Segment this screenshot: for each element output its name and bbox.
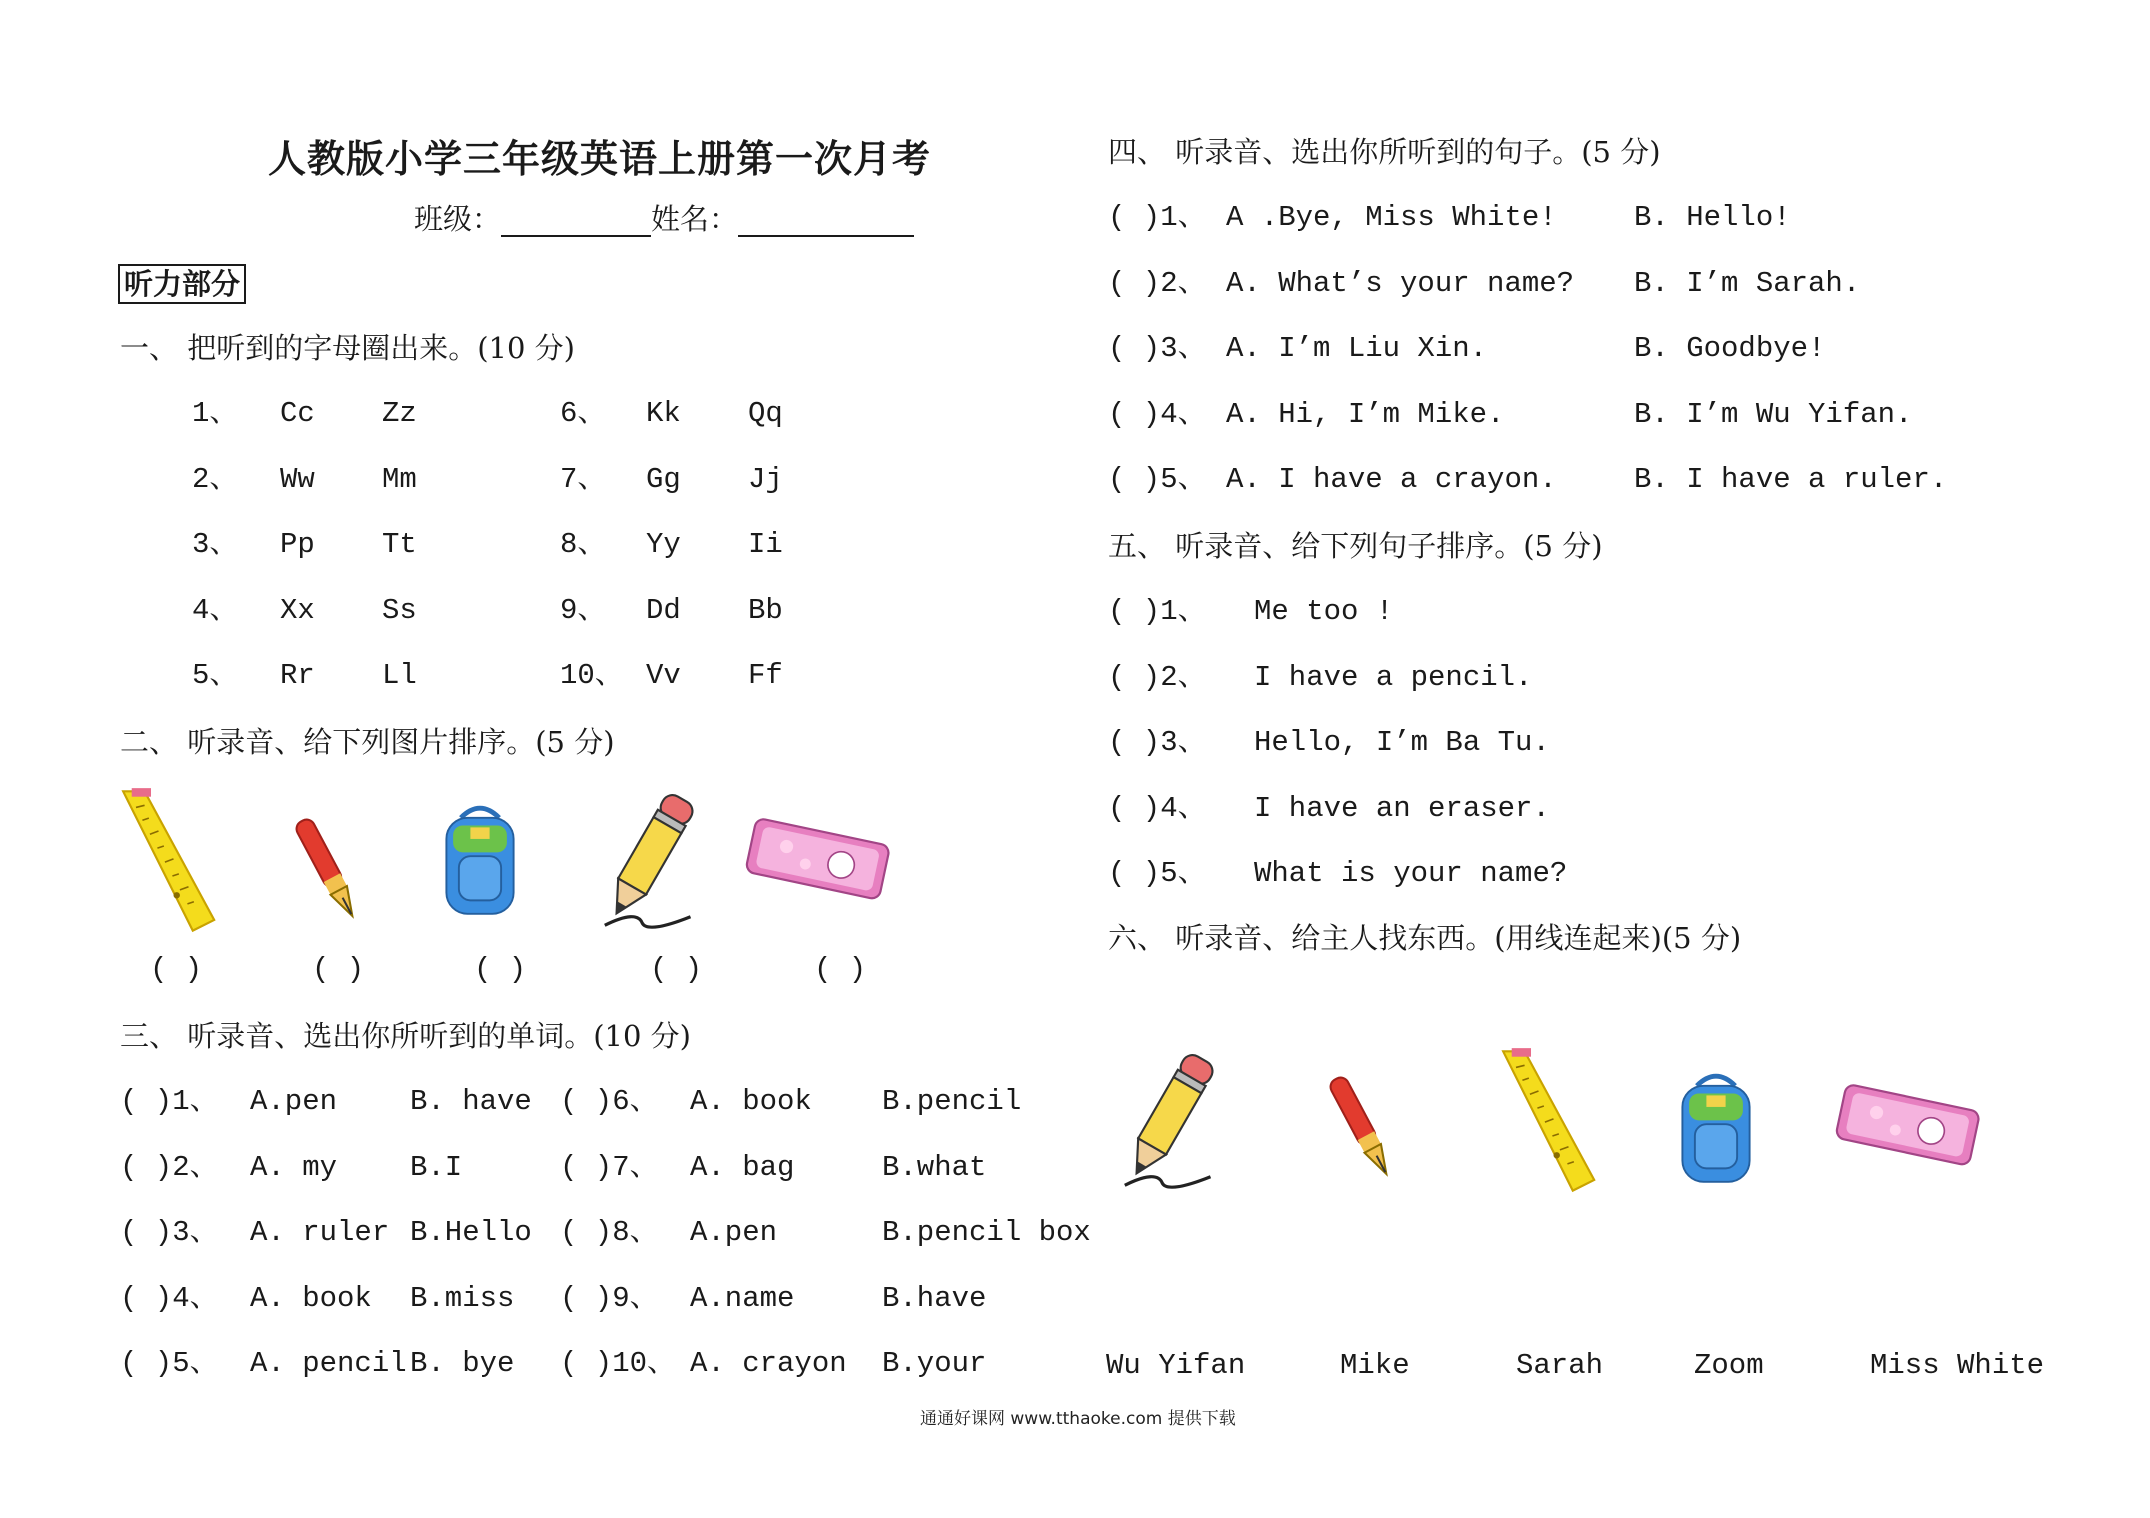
sentence-option-b[interactable]: B. I’m Sarah. xyxy=(1634,267,1861,300)
letter-option[interactable]: Ss xyxy=(382,594,417,627)
section4-heading: 四、 听录音、选出你所听到的句子。(5 分) xyxy=(1108,135,1661,169)
word-option-b[interactable]: B.pencil xyxy=(882,1085,1022,1118)
word-option-b[interactable]: B.I xyxy=(410,1151,463,1184)
word-item-number[interactable]: ( )6、 xyxy=(560,1085,659,1118)
letter-option[interactable]: Ii xyxy=(748,528,783,561)
letter-option[interactable]: Cc xyxy=(280,397,315,430)
owner-name: Mike xyxy=(1340,1349,1410,1382)
order-item-number[interactable]: ( )2、 xyxy=(1108,661,1207,694)
section1-heading: 一、 把听到的字母圈出来。(10 分) xyxy=(120,331,575,365)
sentence-option-a[interactable]: A. Hi, I’m Mike. xyxy=(1226,398,1505,431)
section5-heading: 五、 听录音、给下列句子排序。(5 分) xyxy=(1108,529,1603,563)
letter-item-number: 5、 xyxy=(192,659,239,692)
word-option-a[interactable]: A. crayon xyxy=(690,1347,847,1380)
letter-item-number: 7、 xyxy=(560,463,607,496)
letter-item-number: 2、 xyxy=(192,463,239,496)
sentence-item-number[interactable]: ( )4、 xyxy=(1108,398,1207,431)
word-option-a[interactable]: A.pen xyxy=(690,1216,778,1249)
order-sentence: What is your name? xyxy=(1254,857,1568,890)
ruler-icon xyxy=(1490,1046,1602,1196)
letter-item-number: 9、 xyxy=(560,594,607,627)
letter-option[interactable]: Zz xyxy=(382,397,417,430)
class-input-line[interactable] xyxy=(501,205,651,237)
letter-option[interactable]: Xx xyxy=(280,594,315,627)
owner-name: Miss White xyxy=(1870,1349,2045,1382)
word-option-a[interactable]: A. my xyxy=(250,1151,338,1184)
class-field xyxy=(414,201,914,237)
letter-item-number: 3、 xyxy=(192,528,239,561)
picture-order-bracket-1[interactable]: ( ) xyxy=(150,953,203,986)
letter-option[interactable]: Ff xyxy=(748,659,783,692)
sentence-option-b[interactable]: B. Hello! xyxy=(1634,201,1791,234)
letter-option[interactable]: Bb xyxy=(748,594,783,627)
word-item-number[interactable]: ( )8、 xyxy=(560,1216,659,1249)
word-option-b[interactable]: B.miss xyxy=(410,1282,515,1315)
sentence-option-b[interactable]: B. I have a ruler. xyxy=(1634,463,1948,496)
letter-option[interactable]: Jj xyxy=(748,463,783,496)
sentence-option-a[interactable]: A. What’s your name? xyxy=(1226,267,1575,300)
letter-option[interactable]: Tt xyxy=(382,528,417,561)
sentence-item-number[interactable]: ( )2、 xyxy=(1108,267,1207,300)
letter-option[interactable]: Ll xyxy=(382,659,417,692)
word-item-number[interactable]: ( )1、 xyxy=(120,1085,219,1118)
sentence-item-number[interactable]: ( )1、 xyxy=(1108,201,1207,234)
schoolbag-icon xyxy=(1668,1064,1764,1194)
letter-option[interactable]: Yy xyxy=(646,528,681,561)
letter-item-number: 4、 xyxy=(192,594,239,627)
letter-item-number: 8、 xyxy=(560,528,607,561)
word-option-b[interactable]: B. bye xyxy=(410,1347,515,1380)
word-item-number[interactable]: ( )3、 xyxy=(120,1216,219,1249)
word-option-b[interactable]: B.what xyxy=(882,1151,987,1184)
word-option-b[interactable]: B.pencil box xyxy=(882,1216,1091,1249)
name-label: 姓名： xyxy=(651,202,739,236)
picture-order-bracket-3[interactable]: ( ) xyxy=(474,953,527,986)
word-option-a[interactable]: A. book xyxy=(250,1282,372,1315)
order-item-number[interactable]: ( )4、 xyxy=(1108,792,1207,825)
word-item-number[interactable]: ( )7、 xyxy=(560,1151,659,1184)
sentence-option-a[interactable]: A .Bye, Miss White! xyxy=(1226,201,1557,234)
letter-option[interactable]: Pp xyxy=(280,528,315,561)
letter-option[interactable]: Gg xyxy=(646,463,681,496)
word-option-b[interactable]: B. have xyxy=(410,1085,532,1118)
listening-section-label: 听力部分 xyxy=(118,264,246,304)
order-item-number[interactable]: ( )5、 xyxy=(1108,857,1207,890)
word-item-number[interactable]: ( )9、 xyxy=(560,1282,659,1315)
pen-icon xyxy=(1322,1064,1402,1188)
owner-name: Zoom xyxy=(1694,1349,1764,1382)
order-item-number[interactable]: ( )1、 xyxy=(1108,595,1207,628)
order-sentence: I have a pencil. xyxy=(1254,661,1533,694)
word-option-a[interactable]: A. ruler xyxy=(250,1216,390,1249)
word-item-number[interactable]: ( )5、 xyxy=(120,1347,219,1380)
word-option-a[interactable]: A.pen xyxy=(250,1085,338,1118)
pencil-box-icon xyxy=(740,806,894,918)
picture-order-bracket-4[interactable]: ( ) xyxy=(650,953,703,986)
letter-option[interactable]: Kk xyxy=(646,397,681,430)
word-item-number[interactable]: ( )4、 xyxy=(120,1282,219,1315)
word-option-b[interactable]: B.Hello xyxy=(410,1216,532,1249)
order-item-number[interactable]: ( )3、 xyxy=(1108,726,1207,759)
sentence-item-number[interactable]: ( )3、 xyxy=(1108,332,1207,365)
schoolbag-icon xyxy=(432,796,528,926)
section3-heading: 三、 听录音、选出你所听到的单词。(10 分) xyxy=(120,1019,691,1053)
word-option-b[interactable]: B.your xyxy=(882,1347,987,1380)
pencil-icon xyxy=(1114,1046,1232,1196)
letter-option[interactable]: Dd xyxy=(646,594,681,627)
class-label: 班级： xyxy=(414,202,502,236)
letter-option[interactable]: Qq xyxy=(748,397,783,430)
pen-icon xyxy=(288,806,368,930)
letter-option[interactable]: Mm xyxy=(382,463,417,496)
sentence-option-b[interactable]: B. Goodbye! xyxy=(1634,332,1826,365)
sentence-option-b[interactable]: B. I’m Wu Yifan. xyxy=(1634,398,1913,431)
pencil-icon xyxy=(594,786,712,936)
letter-option[interactable]: Rr xyxy=(280,659,315,692)
letter-option[interactable]: Vv xyxy=(646,659,681,692)
sentence-option-a[interactable]: A. I have a crayon. xyxy=(1226,463,1557,496)
footer-credit: 通通好课网 www.tthaoke.com 提供下载 xyxy=(920,1409,1236,1429)
owner-name: Wu Yifan xyxy=(1106,1349,1246,1382)
word-option-a[interactable]: A. book xyxy=(690,1085,812,1118)
picture-order-bracket-5[interactable]: ( ) xyxy=(814,953,867,986)
word-option-a[interactable]: A. bag xyxy=(690,1151,795,1184)
word-option-a[interactable]: A.name xyxy=(690,1282,795,1315)
pencil-box-icon xyxy=(1830,1072,1984,1184)
sentence-option-a[interactable]: A. I’m Liu Xin. xyxy=(1226,332,1488,365)
word-option-b[interactable]: B.have xyxy=(882,1282,987,1315)
order-sentence: Hello, I’m Ba Tu. xyxy=(1254,726,1550,759)
sentence-item-number[interactable]: ( )5、 xyxy=(1108,463,1207,496)
name-input-line[interactable] xyxy=(738,205,914,237)
section2-heading: 二、 听录音、给下列图片排序。(5 分) xyxy=(120,725,615,759)
word-item-number[interactable]: ( )2、 xyxy=(120,1151,219,1184)
letter-item-number: 10、 xyxy=(560,659,624,692)
section6-heading: 六、 听录音、给主人找东西。(用线连起来)(5 分) xyxy=(1108,921,1742,955)
order-sentence: Me too ! xyxy=(1254,595,1394,628)
order-sentence: I have an eraser. xyxy=(1254,792,1550,825)
ruler-icon xyxy=(110,786,222,936)
letter-item-number: 1、 xyxy=(192,397,239,430)
letter-item-number: 6、 xyxy=(560,397,607,430)
page-title: 人教版小学三年级英语上册第一次月考 xyxy=(268,137,932,181)
letter-option[interactable]: Ww xyxy=(280,463,315,496)
owner-name: Sarah xyxy=(1516,1349,1604,1382)
word-item-number[interactable]: ( )10、 xyxy=(560,1347,677,1380)
picture-order-bracket-2[interactable]: ( ) xyxy=(312,953,365,986)
word-option-a[interactable]: A. pencil xyxy=(250,1347,407,1380)
